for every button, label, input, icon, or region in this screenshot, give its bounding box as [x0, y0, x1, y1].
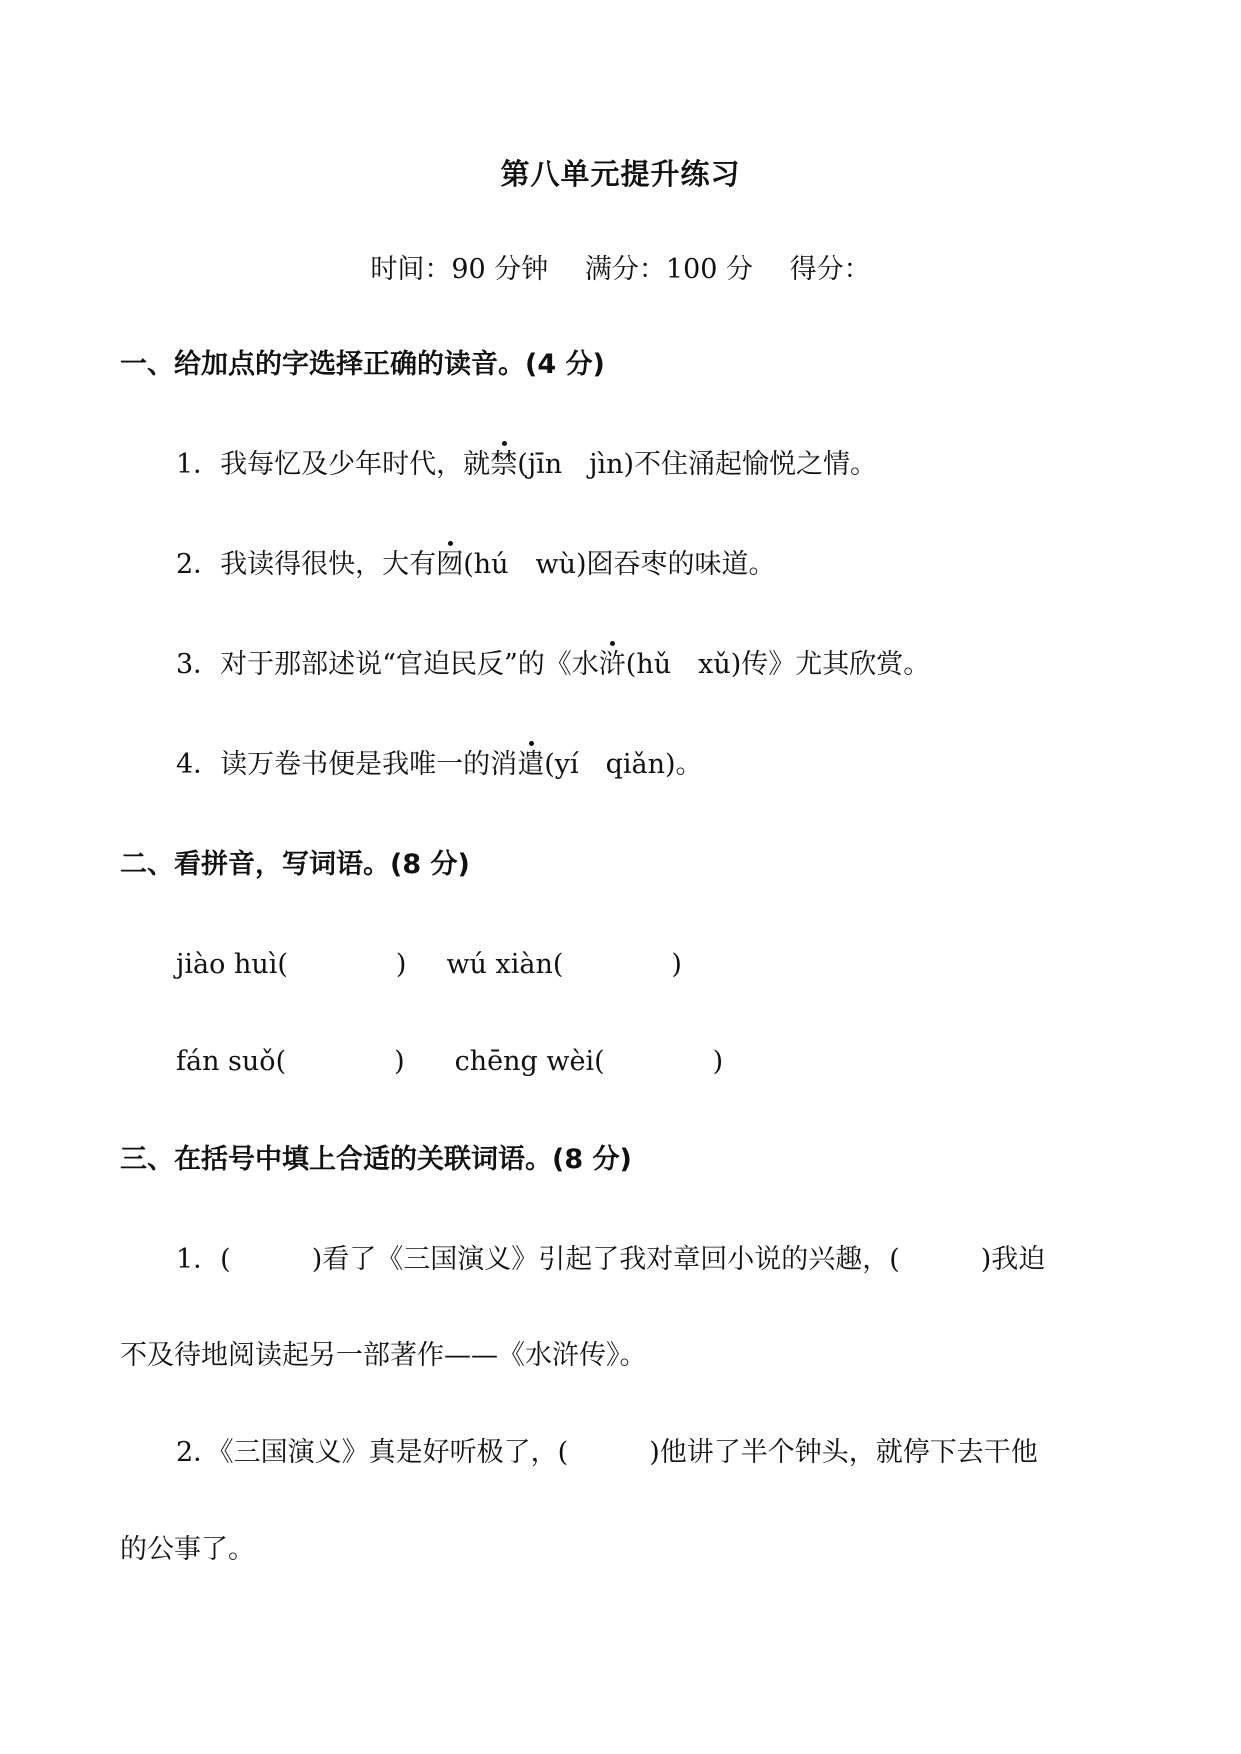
s1-item-1 [176, 445, 877, 485]
pinyin-wu-xian: wú xiàn [446, 949, 553, 980]
pinyin-fan-suo: fán suǒ [176, 1046, 276, 1077]
time-label: 时间：90 分钟 [370, 254, 549, 285]
pinyin-jiao-hui: jiào huì [176, 949, 278, 980]
s1-item-4-pre: 4．读万卷书便是我唯一的消 [176, 749, 518, 780]
s3-q1-line-2: 不及待地阅读起另一部著作——《水浒传》。 [120, 1340, 647, 1371]
s2-row-2 [176, 1042, 723, 1082]
s3-q1-line-1: 1．( )看了《三国演义》引起了我对章回小说的兴趣，( )我迫 [176, 1244, 1046, 1275]
score-label: 得分： [789, 254, 871, 285]
s3-q2-line-1: 2．《三国演义》真是好听极了，( )他讲了半个钟头，就停下去干他 [176, 1437, 1038, 1468]
s1-item-1-pre: 1．我每忆及少年时代，就 [176, 449, 491, 480]
section-2-heading: 二、看拼音，写词语。(8 分) [120, 849, 470, 880]
s1-item-2 [176, 545, 776, 585]
s1-item-4-dotted-char: 遣 [517, 745, 544, 785]
answer-blank: ( ) [552, 949, 682, 980]
section-3-heading: 三、在括号中填上合适的关联词语。(8 分) [120, 1144, 632, 1175]
full-score-label: 满分：100 分 [584, 254, 754, 285]
page-title: 第八单元提升练习 [500, 157, 741, 191]
s1-item-3-dotted-char: 浒 [599, 645, 626, 685]
s1-item-2-dotted-char: 囫 [436, 545, 463, 585]
answer-blank: ( ) [275, 1046, 405, 1077]
pinyin-cheng-wei: chēng wèi [454, 1046, 595, 1077]
answer-blank: ( ) [594, 1046, 724, 1077]
s1-item-3 [176, 645, 930, 685]
section-1-heading: 一、给加点的字选择正确的读音。(4 分) [120, 349, 605, 380]
s1-item-1-dotted-char: 禁 [490, 445, 517, 485]
s3-q2-line-2: 的公事了。 [120, 1534, 255, 1565]
s1-item-1-post: (jīn jìn)不住涌起愉悦之情。 [517, 449, 878, 480]
s1-item-3-post: (hǔ xǔ)传》尤其欣赏。 [625, 649, 931, 680]
s1-item-3-pre: 3．对于那部述说“官迫民反”的《水 [176, 649, 599, 680]
exam-info [0, 250, 1241, 290]
s2-row-1 [176, 945, 682, 985]
s1-item-2-pre: 2．我读得很快，大有 [176, 549, 437, 580]
s1-item-2-post: (hú wù)囵吞枣的味道。 [463, 549, 776, 580]
answer-blank: ( ) [277, 949, 407, 980]
s1-item-4 [176, 745, 703, 785]
s1-item-4-post: (yí qiǎn)。 [544, 749, 703, 780]
